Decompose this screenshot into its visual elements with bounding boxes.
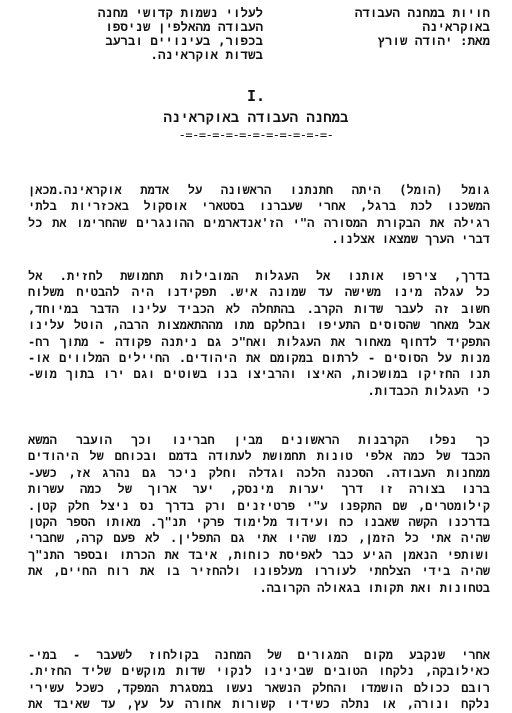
chapter-title: במחנה העבודה באוקראינה xyxy=(163,110,349,126)
header-author-block xyxy=(322,6,490,48)
text-line: רגילה את הבקורת המסורה ה"י הז'אנדארמים ההונגרים שהחרימו את כל xyxy=(28,215,490,230)
text-line: שהיה בידי הצלחתי לעוררו מעלפונו ולהחזיר בו את רוח החיים, את xyxy=(28,564,490,579)
text-line: בטחונות ואת תקותו בגאולה הקרובה. xyxy=(259,580,490,595)
text-line: חשוב זה לעבר שדות הקרב. בהתחלה לא הכביד עלינו הדבר במיוחד, xyxy=(28,301,490,316)
header-dedication-block xyxy=(95,6,263,62)
title-underline: -=-=-=-=-=-=-=-=-=-=-=- xyxy=(178,128,334,142)
text-line: כי העגלות הכבדות. xyxy=(367,383,490,398)
paragraph-2 xyxy=(28,268,490,399)
text-line: תנו החזיקו במושכות, האיצו והרביצו בנו בשוטים וגם ירו בתוך מוש- xyxy=(28,367,490,382)
header-line: בכפור, בעינויים וברעב xyxy=(105,33,263,48)
text-line: מנות על הסוסים - לרתום במקומם את היהודים. החיילים המלווים או- xyxy=(28,351,490,366)
text-line: כל עגלה מינו משישה עד שמונה איש. תפקידנו היה להבטיח משלוח xyxy=(28,285,490,300)
text-line: ברנו בצורה זו דרך יערות מינסק, יער ארוך של כמה עשרות xyxy=(28,482,490,497)
paragraph-3 xyxy=(28,432,490,596)
text-line: כך נפלו הקרבנות הראשונים מבין חברינו וכך הועבר המשא xyxy=(28,433,490,447)
text-line: דברי הערך שמצאו אצלנו. xyxy=(331,232,490,247)
header-line: חויות במחנה העבודה xyxy=(354,5,490,20)
paragraph-4 xyxy=(28,647,490,713)
header-line: מאת: יהודה שורץ xyxy=(377,33,490,48)
text-line: בדרך, צירפו אותנו אל העגלות המובילות תחמושת לחזית. אל xyxy=(28,269,490,283)
text-line: התפקיד לדחוף מאחור את העגלות ואח"כ גם ניתנה פקודה - מתוך רח- xyxy=(28,334,490,349)
text-line: אחרי שנקבע מקום המגורים של המחנה בקולחוז לשעבר - במי- xyxy=(28,648,490,662)
text-line: ושותפי הנאמן הגיע כבר לאפיסת כוחות, איבד את הכרתו ובספר התנ"ך xyxy=(28,547,490,562)
text-line: גומל (הומל) היתה חתנתנו הראשונה על אדמת אוקראינה.מכאן xyxy=(28,183,490,197)
header-line: באוקראינה xyxy=(422,19,490,34)
text-line: נלקח ונורה, או נתלה כשידיו קשורות אחורה על עץ, עד שאיבד את xyxy=(28,697,490,712)
paragraph-1 xyxy=(28,182,490,248)
text-line: קילומטרים, שם התקפנו ע"י פרטיזנים ורק בדרך נס ניצל חלק קטן. xyxy=(28,498,490,513)
text-line: ממחנות העבודה. הסכנה הלכה וגדלה וחלק ניכר גם נהרג אז, כשע- xyxy=(28,465,490,480)
header-line: העבודה מהאלפין שניספו xyxy=(105,19,263,34)
chapter-number: I. xyxy=(246,87,266,105)
text-line: אבל מאחר שהסוסים התעיפו ובחלקם מתו מההתאמצות הרבה, הוטל עלינו xyxy=(28,318,490,333)
text-line: שהיה אתי כל הזמן, כמו שהיו אתי גם התפלין. לא פעם קרה, שחברי xyxy=(28,531,490,546)
text-line: המשכנו לכת ברגל, אחרי שעברנו בסטארי אוסקול באכזריות בלתי xyxy=(28,199,490,214)
text-line: רובם ככולם הושמדו והחלק הנשאר נעשו במסגרת המפקד, כשכל עשירי xyxy=(28,680,490,695)
header-line: בשדות אוקראינה. xyxy=(150,47,263,62)
text-line: כאילובקה, נלקחו הטובים שבינינו לנקוי שדות מוקשים שליד החזית. xyxy=(28,664,490,679)
text-line: הכבד של כמה אלפי טונות תחמושת לעתודה בדמם ובכוחם של היהודים xyxy=(28,449,490,464)
text-line: בדרכנו הקשה שאבנו כח ועידוד מלימוד פרקי תנ"ך. מאותו הספר הקטן xyxy=(28,515,490,530)
header-line: לעלוי נשמות קדושי מחנה xyxy=(97,5,263,20)
